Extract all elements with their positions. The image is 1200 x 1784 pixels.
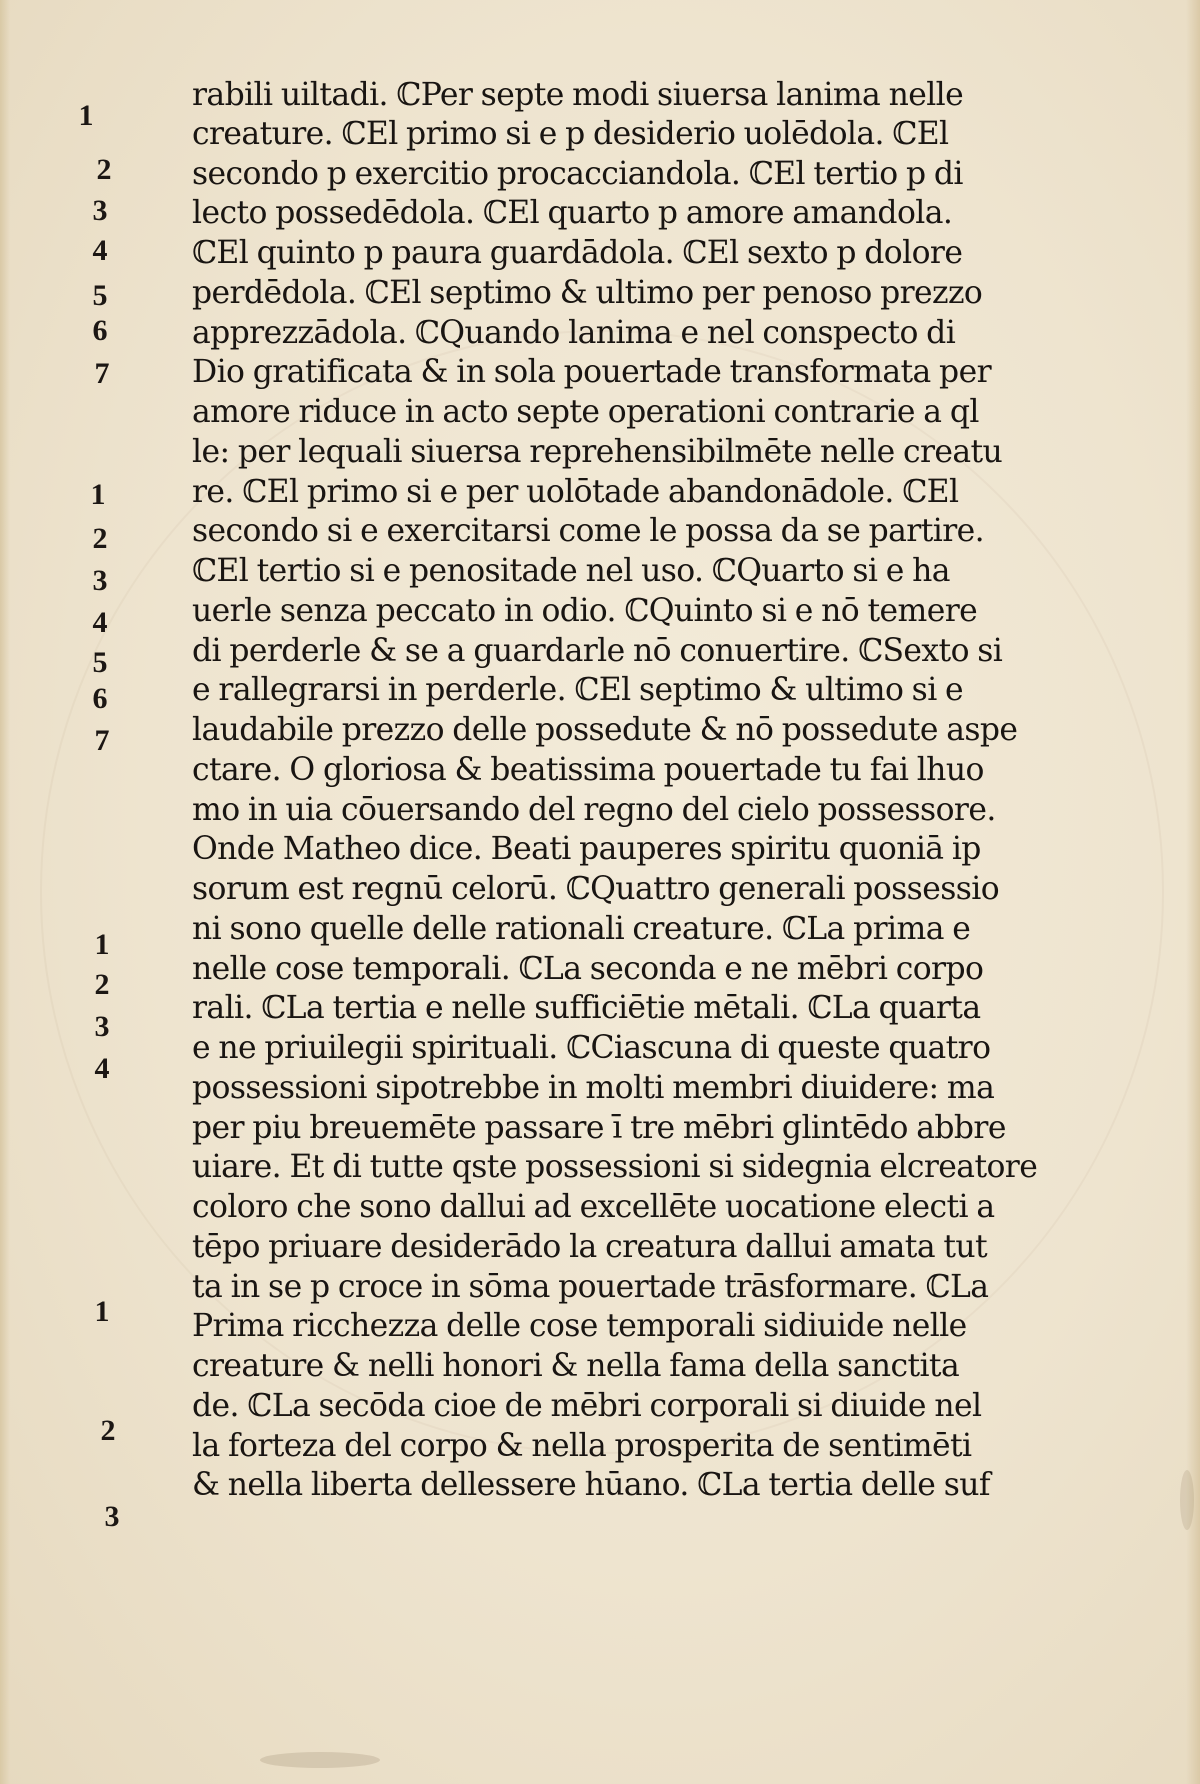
margin-number: 1 — [78, 99, 94, 132]
text-line: re. ℂEl primo si e per uolōtade abandonādole. ℂEl — [192, 474, 959, 510]
margin-number: 3 — [94, 1010, 110, 1043]
margin-number: 7 — [94, 724, 110, 757]
margin-number: 1 — [94, 1295, 110, 1328]
margin-number: 1 — [90, 478, 106, 511]
margin-number: 4 — [94, 1052, 110, 1085]
text-line: creature & nelli honori & nella fama della sanctita — [192, 1348, 960, 1384]
text-line: ta in se p croce in sōma pouertade trāsformare. ℂLa — [192, 1269, 989, 1305]
text-line: Prima ricchezza delle cose temporali sidiuide nelle — [192, 1308, 967, 1344]
text-line: rabili uiltadi. ℂPer septe modi siuersa lanima nelle — [192, 77, 964, 113]
text-line: de. ℂLa secōda cioe de mēbri corporali si diuide nel — [192, 1388, 982, 1424]
margin-number: 3 — [92, 564, 108, 597]
text-line: & nella liberta dellessere hūano. ℂLa tertia delle suf — [192, 1467, 990, 1503]
text-line: lecto possedēdola. ℂEl quarto p amore amandola. — [192, 195, 953, 231]
text-line: Dio gratificata & in sola pouertade transformata per — [192, 354, 992, 390]
margin-number: 4 — [92, 234, 108, 267]
text-line: le: per lequali siuersa reprehensibilmēte nelle creatu — [192, 434, 1003, 470]
text-line: coloro che sono dallui ad excellēte uocatione electi a — [192, 1189, 995, 1225]
margin-number: 7 — [94, 357, 110, 390]
text-line: rali. ℂLa tertia e nelle sufficiētie mētali. ℂLa quarta — [192, 990, 981, 1026]
text-line: ℂEl tertio si e penositade nel uso. ℂQuarto si e ha — [192, 553, 950, 589]
margin-number: 3 — [92, 194, 108, 227]
text-line: apprezzādola. ℂQuando lanima e nel conspecto di — [192, 315, 956, 351]
text-line: ctare. O gloriosa & beatissima pouertade tu fai lhuo — [192, 752, 984, 788]
text-line: per piu breuemēte passare ī tre mēbri glintēdo abbre — [192, 1110, 1006, 1146]
text-line: possessioni sipotrebbe in molti membri diuidere: ma — [192, 1070, 995, 1106]
margin-number: 5 — [92, 646, 108, 679]
text-line: laudabile prezzo delle possedute & nō possedute aspe — [192, 712, 1018, 748]
text-line: ni sono quelle delle rationali creature. ℂLa prima e — [192, 911, 971, 947]
text-line: sorum est regnū celorū. ℂQuattro generali possessio — [192, 871, 1000, 907]
text-line: la forteza del corpo & nella prosperita de sentimēti — [192, 1428, 972, 1464]
margin-number: 2 — [92, 522, 108, 555]
text-line: secondo si e exercitarsi come le possa da se partire. — [192, 513, 985, 549]
paper-stain — [260, 1752, 380, 1768]
text-line: di perderle & se a guardarle nō conuertire. ℂSexto si — [192, 633, 1003, 669]
text-line: tēpo priuare desiderādo la creatura dallui amata tut — [192, 1229, 988, 1265]
paper-stain — [1180, 1470, 1194, 1530]
margin-number: 1 — [94, 928, 110, 961]
text-line: mo in uia cōuersando del regno del cielo possessore. — [192, 792, 996, 828]
margin-number: 2 — [100, 1414, 116, 1447]
text-line: Onde Matheo dice. Beati pauperes spiritu quoniā ip — [192, 831, 981, 867]
text-line: secondo p exercitio procacciandola. ℂEl tertio p di — [192, 156, 963, 192]
page-edge-left — [0, 0, 10, 1784]
text-line: uerle senza peccato in odio. ℂQuinto si e nō temere — [192, 593, 978, 629]
margin-number: 6 — [92, 682, 108, 715]
margin-number: 6 — [92, 314, 108, 347]
margin-number: 2 — [94, 968, 110, 1001]
text-line: creature. ℂEl primo si e p desiderio uolēdola. ℂEl — [192, 116, 949, 152]
text-line: uiare. Et di tutte qste possessioni si sidegnia elcreatore — [192, 1149, 1038, 1185]
text-line: e rallegrarsi in perderle. ℂEl septimo & ultimo si e — [192, 672, 964, 708]
text-line: ℂEl quinto p paura guardādola. ℂEl sexto p dolore — [192, 235, 963, 271]
text-line: amore riduce in acto septe operationi contrarie a ql — [192, 394, 979, 430]
text-line: e ne priuilegii spirituali. ℂCiascuna di queste quatro — [192, 1030, 991, 1066]
text-line: perdēdola. ℂEl septimo & ultimo per penoso prezzo — [192, 275, 983, 311]
text-line: nelle cose temporali. ℂLa seconda e ne mēbri corpo — [192, 951, 984, 987]
margin-number: 4 — [92, 606, 108, 639]
margin-number: 2 — [96, 153, 112, 186]
margin-number: 3 — [104, 1500, 120, 1533]
margin-number: 5 — [92, 279, 108, 312]
